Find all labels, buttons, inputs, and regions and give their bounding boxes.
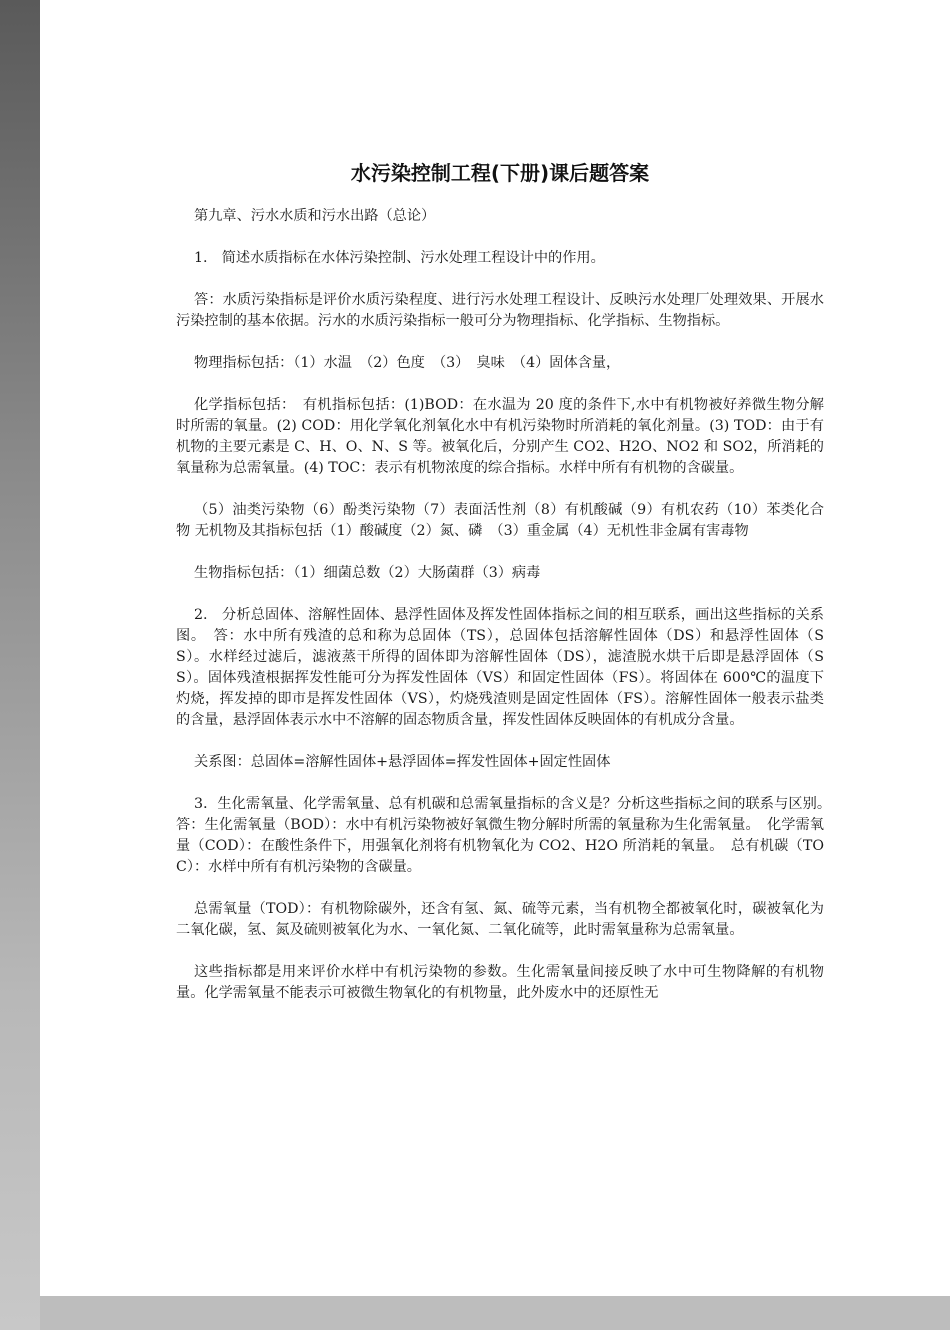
question-3-answer: 3．生化需氧量、化学需氧量、总有机碳和总需氧量指标的含义是？分析这些指标之间的联系与区别。 答：生化需氧量（BOD）：水中有机污染物被好氧微生物分解时所需的氧量称为生化需氧量。 化学需氧量（COD）：在酸性条件下，用强氧化剂将有机物氧化为 CO2、H2O 所消耗的氧量。 总有机碳（TOC）：水样中所有有机污染物的含碳量。 [176, 796, 839, 875]
chemical-indicators: 化学指标包括： 有机指标包括：(1)BOD：在水温为 20 度的条件下,水中有机物被好养微生物分解时所需的氧量。(2) COD：用化学氧化剂氧化水中有机污染物时所消耗的氧化剂量。(3) TOD：由于有机物的主要元素是 C、H、O、N、S 等。被氧化后，分别产生 CO2、H2O、NO2 和 SO2，所消耗的氧量称为总需氧量。(4) TOC：表示有机物浓度的综合指标。水样中所有有机物的含碳量。 [176, 397, 824, 476]
physical-indicators: 物理指标包括：（1）水温 （2）色度 （3） 臭味 （4）固体含量， [194, 355, 621, 371]
document-page [40, 0, 950, 1296]
document-title: 水污染控制工程(下册)课后题答案 [350, 161, 650, 185]
chapter-heading: 第九章、污水水质和污水出路（总论） [194, 208, 436, 224]
chemical-indicators-continued: （5）油类污染物（6）酚类污染物（7）表面活性剂（8）有机酸碱（9）有机农药（10）苯类化合物 无机物及其指标包括（1）酸碱度（2）氮、磷 （3）重金属（4）无机性非金属有害毒物 [176, 502, 824, 539]
viewer-bottom-edge [40, 1296, 950, 1330]
page-content [176, 158, 839, 1004]
answer-1: 答：水质污染指标是评价水质污染程度、进行污水处理工程设计、反映污水处理厂处理效果、开展水污染控制的基本依据。污水的水质污染指标一般可分为物理指标、化学指标、生物指标。 [176, 292, 824, 329]
question-2-answer: 2. 分析总固体、溶解性固体、悬浮性固体及挥发性固体指标之间的相互联系，画出这些指标的关系图。 答：水中所有残渣的总和称为总固体（TS），总固体包括溶解性固体（DS）和悬浮性固体（SS）。水样经过滤后，滤液蒸干所得的固体即为溶解性固体（DS），滤渣脱水烘干后即是悬浮固体（SS）。固体残渣根据挥发性能可分为挥发性固体（VS）和固定性固体（FS）。将固体在 600℃的温度下灼烧，挥发掉的即市是挥发性固体（VS），灼烧残渣则是固定性固体（FS）。溶解性固体一般表示盐类的含量，悬浮固体表示水中不溶解的固态物质含量，挥发性固体反映固体的有机成分含量。 [176, 607, 824, 728]
relationship-diagram: 关系图：总固体=溶解性固体+悬浮固体=挥发性固体+固定性固体 [194, 754, 611, 770]
viewer-left-scroll-edge [0, 0, 40, 1330]
biological-indicators: 生物指标包括：（1）细菌总数（2）大肠菌群（3）病毒 [194, 565, 541, 581]
indicator-comparison: 这些指标都是用来评价水样中有机污染物的参数。生化需氧量间接反映了水中可生物降解的有机物量。化学需氧量不能表示可被微生物氧化的有机物量，此外废水中的还原性无 [176, 964, 824, 1001]
question-1: 1. 简述水质指标在水体污染控制、污水处理工程设计中的作用。 [194, 250, 605, 266]
total-oxygen-demand: 总需氧量（TOD）：有机物除碳外，还含有氢、氮、硫等元素，当有机物全都被氧化时，碳被氧化为二氧化碳，氢、氮及硫则被氧化为水、一氧化氮、二氧化硫等，此时需氧量称为总需氧量。 [176, 901, 824, 938]
